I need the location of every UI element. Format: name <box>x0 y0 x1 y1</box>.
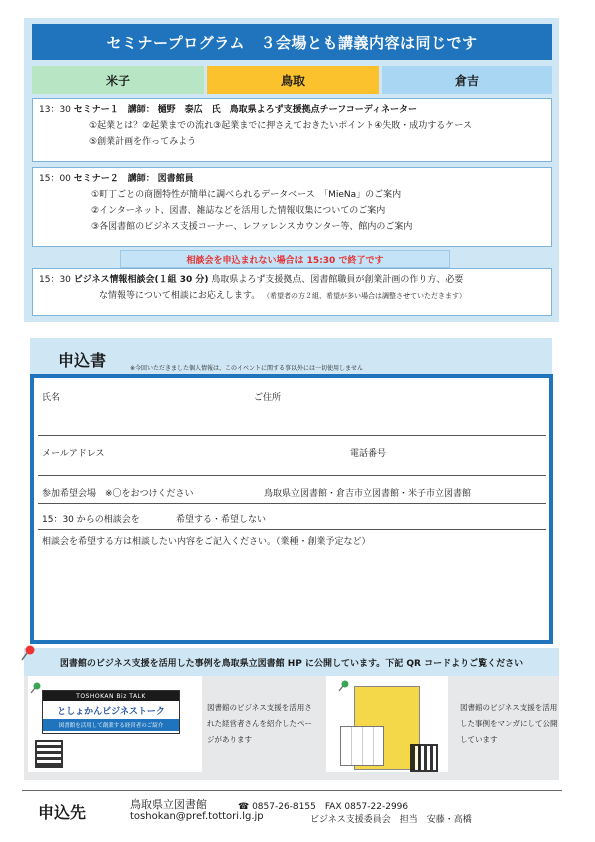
consult-label: 15：30 からの相談会を <box>42 515 140 525</box>
form-row-name[interactable] <box>38 380 546 436</box>
session-title: セミナー１ 講師： <box>73 105 155 115</box>
request-label: 相談会を希望する方は相談したい内容をご記入ください。（業種・創業予定など） <box>42 537 371 547</box>
name-label: 氏名 <box>42 393 61 403</box>
session-item: ②インターネット、図書、雑誌などを活用した情報収集についてのご案内 <box>91 206 386 216</box>
consult-notice: 相談会を申込まれない場合は 15:30 で終了です <box>120 250 450 268</box>
biz-talk-top: TOSHOKAN Biz TALK <box>43 691 179 701</box>
phone-label: 電話番号 <box>350 449 387 459</box>
application-title: 申込書 <box>58 351 107 370</box>
form-row-request[interactable] <box>38 530 546 638</box>
footer-email[interactable]: toshokan@pref.tottori.lg.jp <box>130 811 264 822</box>
manga-description: 図書館のビジネス支援を活用した事例をマンガにして公開しています <box>460 703 558 744</box>
biz-talk-description: 図書館のビジネス支援を活用された経営者さんを紹介したページがあります <box>207 703 312 744</box>
venue-tottori: 鳥取 <box>207 66 379 94</box>
session-lecturer: 樋野 泰広 氏 鳥取県よろず支援拠点チーフコーディネーター <box>157 105 418 115</box>
program-header: セミナープログラム ３会場とも講義内容は同じです <box>32 24 552 60</box>
privacy-note: ※今回いただきました個人情報は、このイベントに関する事以外には一切使用しません <box>130 365 364 372</box>
footer-label: 申込先 <box>38 803 87 822</box>
pushpin-icon <box>338 680 350 692</box>
seminar-2 <box>32 167 552 247</box>
manga-strip-image <box>340 726 384 766</box>
session-text: 鳥取県よろず支援拠点、図書館職員が創業計画の作り方、必要 <box>211 275 464 285</box>
biz-talk-name: としょかんビジネストーク <box>57 706 165 717</box>
session-time: 13：30 <box>39 105 71 115</box>
application-form <box>30 374 553 644</box>
session-title: セミナー２ 講師： <box>73 174 155 184</box>
session-item: ①町丁ごとの商圏特性が簡単に調べられるデータベース 「MieNa」のご案内 <box>91 190 402 200</box>
session-items: ①起業とは？②起業までの流れ③起業までに押さえておきたいポイント④失敗・成功するケース <box>89 121 472 131</box>
consultation-session <box>32 268 552 316</box>
qr-code[interactable] <box>35 740 63 768</box>
form-row-email[interactable] <box>38 436 546 476</box>
venue-kurayoshi: 倉吉 <box>382 66 552 94</box>
session-lecturer: 図書館員 <box>157 174 194 184</box>
footer-committee: ビジネス支援委員会 担当 安藤・高橋 <box>310 815 472 825</box>
footer-divider <box>22 790 562 791</box>
email-label: メールアドレス <box>42 449 105 459</box>
address-label: ご住所 <box>254 393 282 403</box>
case-study-banner: 図書館のビジネス支援を活用した事例を鳥取県立図書館 HP に公開しています。下記 QR コードよりご覧ください <box>24 648 559 676</box>
session-title: ビジネス情報相談会(１組 30 分) <box>73 275 209 285</box>
pushpin-icon <box>30 682 42 694</box>
biz-talk-banner[interactable] <box>42 690 180 734</box>
venue-yonago: 米子 <box>32 66 204 94</box>
seminar-1 <box>32 98 552 162</box>
session-time: 15：00 <box>39 174 71 184</box>
consult-options[interactable]: 希望する・希望しない <box>176 515 267 525</box>
session-time: 15：30 <box>39 275 71 285</box>
session-text: な情報等について相談にお応えします。 <box>99 291 261 301</box>
footer-library: 鳥取県立図書館 <box>130 798 207 811</box>
footer-phone: ☎ 0857-26-8155 FAX 0857-22-2996 <box>238 802 409 812</box>
venue-label: 参加希望会場 ※〇をおつけください <box>42 489 194 499</box>
qr-code[interactable] <box>410 744 438 772</box>
form-row-consult[interactable] <box>38 504 546 530</box>
venue-options[interactable]: 鳥取県立図書館・倉吉市立図書館・米子市立図書館 <box>264 489 472 499</box>
biz-talk-sub: 図書館を活用して創業する経営者のご紹介 <box>43 719 179 731</box>
session-items: ⑤創業計画を作ってみよう <box>89 137 197 147</box>
pushpin-icon <box>20 645 36 661</box>
form-row-venue[interactable] <box>38 476 546 504</box>
session-item: ③各図書館のビジネス支援コーナー、レファレンスカウンター等、館内のご案内 <box>91 222 413 232</box>
session-note: （希望者の方２組、希望が多い場合は調整させていただきます） <box>262 292 466 300</box>
